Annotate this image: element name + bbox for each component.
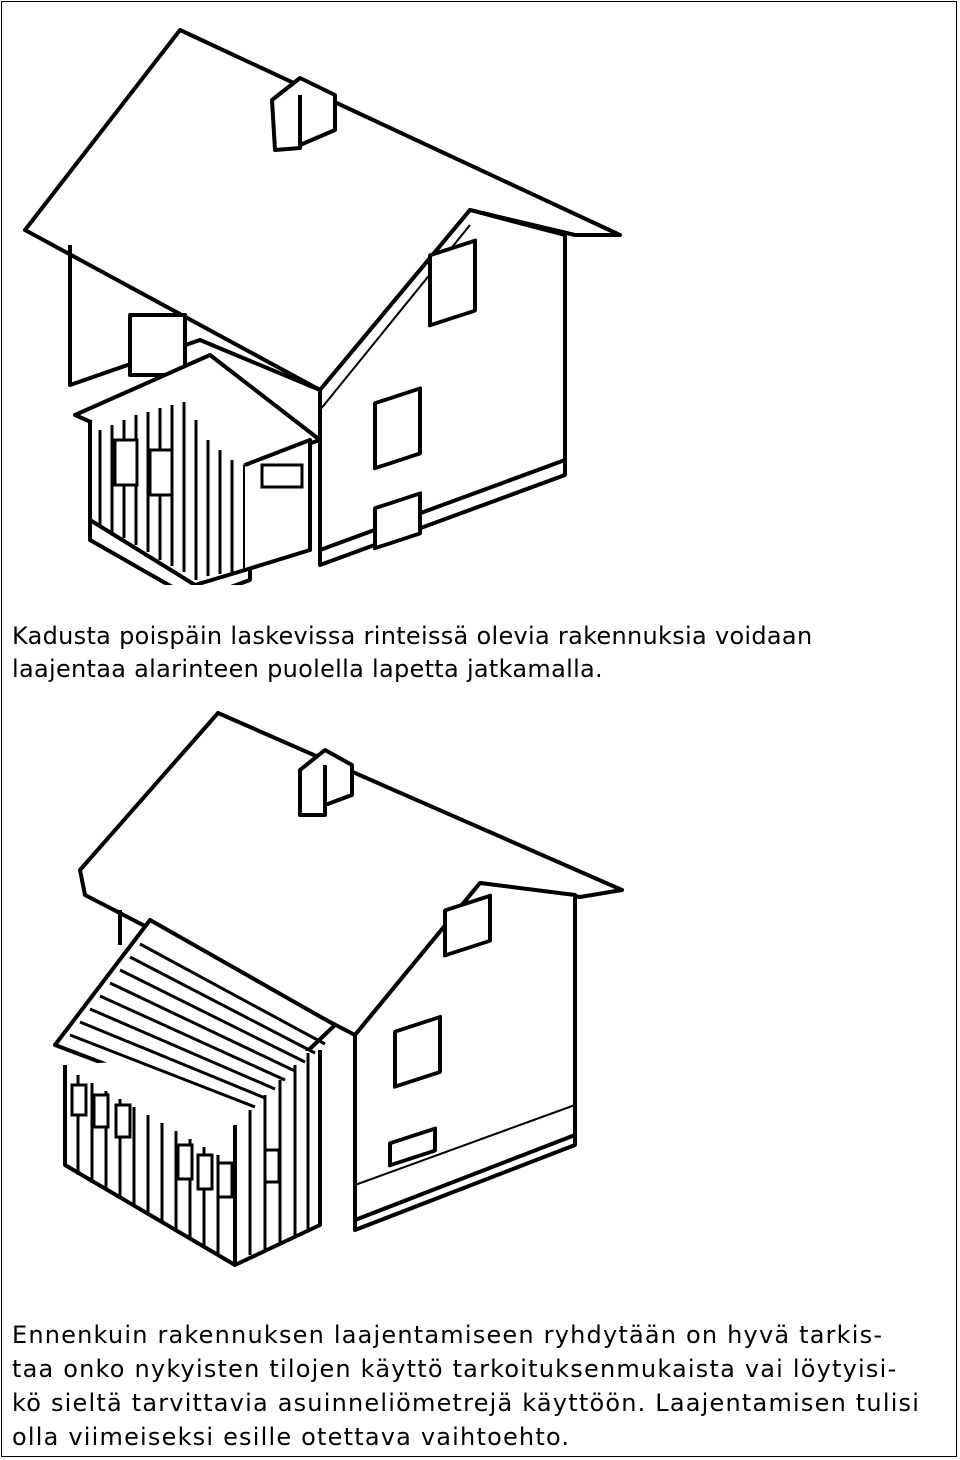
lean-to-window [198,1155,212,1189]
caption-second: Ennenkuin rakennuksen laajentamiseen ryhdytään on hyvä tarkis- taa onko nykyisten tilojen käyttö tarkoituksenmukaista vai löytyisi- kö sieltä tarvittavia asuinneliömetrejä käyttöön. Laajentamisen tulisi olla viimeiseksi esille otettava vaihtoehto. [12,1321,921,1451]
porch-window [150,450,172,495]
house-illustration-lean-to-extension [0,705,960,1285]
house-illustration-gabled-extension [0,20,960,585]
lean-to-window [265,1150,279,1182]
window [375,389,420,469]
lean-to-window [72,1085,86,1115]
lean-to-window [178,1145,192,1179]
window [130,315,185,375]
lean-to-window [218,1163,232,1197]
lean-to-window [94,1095,108,1127]
window [395,1017,440,1087]
caption-first: Kadusta poispäin laskevissa rinteissä olevia rakennuksia voidaan laajentaa alarinteen puolella lapetta jatkamalla. [12,622,813,683]
window [430,241,475,326]
porch-window [115,440,137,485]
porch-window [262,465,302,487]
lean-to-window [116,1105,130,1137]
